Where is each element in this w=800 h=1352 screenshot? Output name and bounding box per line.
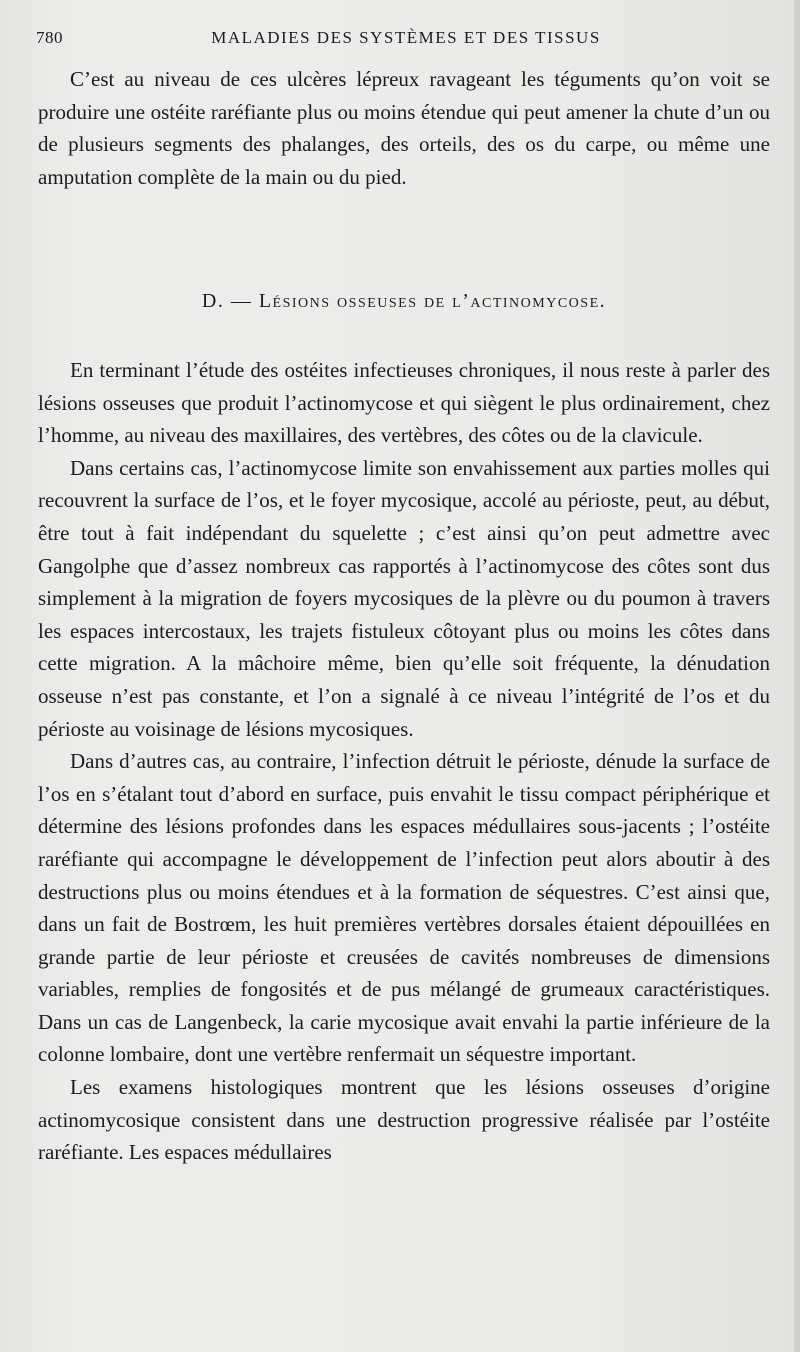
- paragraph: En terminant l’étude des ostéites infectieuses chroniques, il nous reste à parler des lésions osseuses que produit l’actinomycose et qui siègent le plus ordinairement, chez l’homme, au niveau des maxillaires, des vertèbres, des côtes ou de la clavicule.: [38, 358, 770, 448]
- intro-text-block: [38, 63, 770, 193]
- page-edge-shadow: [794, 0, 800, 1352]
- section-heading: [38, 290, 770, 313]
- paragraph: Les examens histologiques montrent que les lésions osseuses d’origine actinomycosique consistent dans une destruction progressive réalisée par l’ostéite raréfiante. Les espaces médullaires: [38, 1075, 770, 1165]
- paragraph: Dans d’autres cas, au contraire, l’infection détruit le périoste, dénude la surface de l’os en s’étalant tout d’abord en surface, puis envahit le tissu compact périphérique et détermine des lésions profondes dans les espaces médullaires sous-jacents ; l’ostéite raréfiante qui accompagne le développement de l’infection peut alors aboutir à des destructions plus ou moins étendues et à la formation de séquestres. C’est ainsi que, dans un fait de Bostrœm, les huit premières vertèbres dorsales étaient dépouillées en grande partie de leur périoste et creusées de cavités nombreuses de dimensions variables, remplies de fongosités et de pus mélangé de grumeaux caractéristiques. Dans un cas de Langenbeck, la carie mycosique avait envahi la partie inférieure de la colonne lombaire, dont une vertèbre renfermait un séquestre important.: [38, 749, 770, 1067]
- section-title: Lésions osseuses de l’actinomycose.: [258, 290, 607, 312]
- page-header: [36, 28, 776, 52]
- running-head: MALADIES DES SYSTÈMES ET DES TISSUS: [211, 28, 601, 47]
- paragraph: C’est au niveau de ces ulcères lépreux ravageant les téguments qu’on voit se produire une ostéite raréfiante plus ou moins étendue qui peut amener la chute d’un ou de plusieurs segments des phalanges, des orteils, des os du carpe, ou même une amputation complète de la main ou du pied.: [38, 67, 770, 189]
- paragraph: Dans certains cas, l’actinomycose limite son envahissement aux parties molles qui recouvrent la surface de l’os, et le foyer mycosique, accolé au périoste, peut, au début, être tout à fait indépendant du squelette ; c’est ainsi qu’on peut admettre avec Gangolphe que d’assez nombreux cas rapportés à l’actinomycose des côtes sont dus simplement à la migration de foyers mycosiques de la plèvre ou du poumon à travers les espaces intercostaux, les trajets fistuleux côtoyant plus ou moins les côtes dans cette migration. A la mâchoire même, bien qu’elle soit fréquente, la dénudation osseuse n’est pas constante, et l’on a signalé à ce niveau l’intégrité de l’os et du périoste au voisinage de lésions mycosiques.: [38, 455, 770, 741]
- page-number: 780: [36, 28, 63, 47]
- main-text-block: [38, 354, 770, 1169]
- section-label: D. —: [201, 290, 253, 312]
